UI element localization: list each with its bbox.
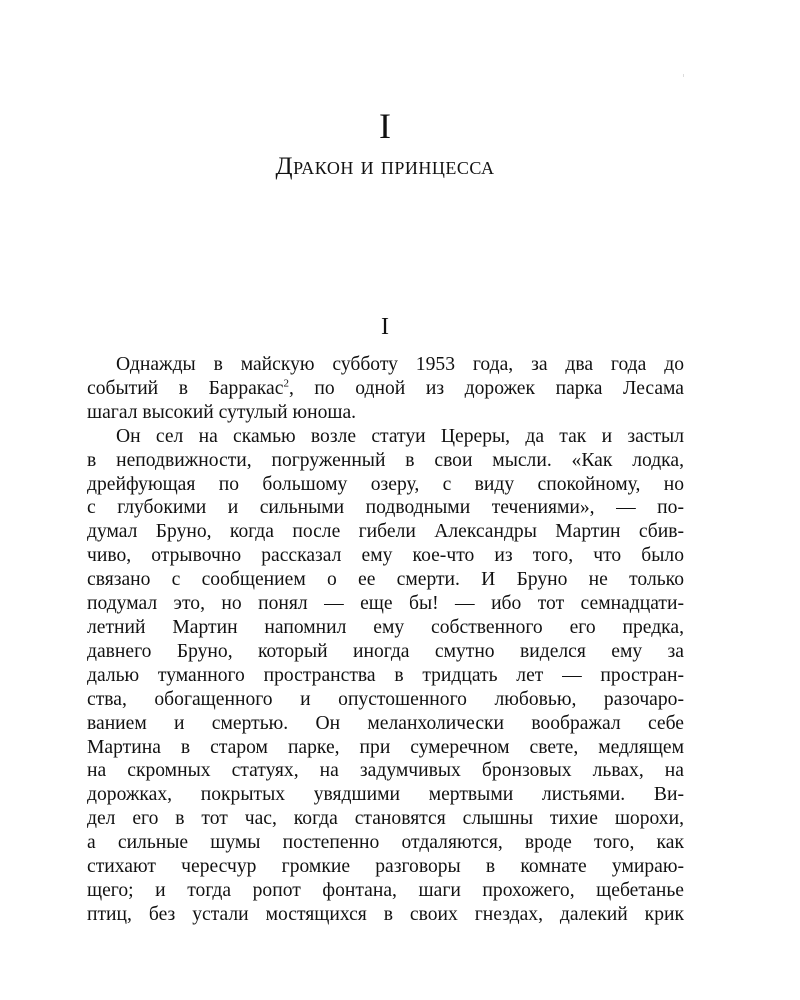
text-line: Однажды в майскую субботу 1953 года, за два года до xyxy=(116,354,684,375)
text-line: а сильные шумы постепенно отдаляются, вроде того, как xyxy=(87,832,684,854)
text-line: на скромных статуях, на задумчивых бронзовых львах, на xyxy=(87,760,684,782)
text-line: стихают чересчур громкие разговоры в комнате умираю- xyxy=(87,856,684,878)
text-line: далью туманного пространства в тридцать лет — простран- xyxy=(87,664,684,686)
text-line: чиво, отрывочно рассказал ему кое-что из того, что было xyxy=(87,545,684,567)
footnote-reference[interactable]: 2 xyxy=(283,377,289,390)
text-line: с глубокими и сильными подводными течениями», — по- xyxy=(87,497,684,519)
text-segment: , по одной из дорожек парка Лесама xyxy=(288,377,684,399)
text-line: думал Бруно, когда после гибели Александры Мартин сбив- xyxy=(87,521,684,543)
text-line: дрейфующая по большому озеру, с виду спокойному, но xyxy=(87,473,684,495)
text-line: подумал это, но понял — еще бы! — ибо тот семнадцати- xyxy=(87,593,684,615)
text-line: в неподвижности, погруженный в свои мысли. «Как лодка, xyxy=(87,449,684,471)
paragraph xyxy=(87,425,684,927)
text-line: ства, обогащенного и опустошенного любовью, разочаро- xyxy=(87,688,684,710)
paragraph xyxy=(87,353,684,425)
text-line: дел его в тот час, когда становятся слышны тихие шорохи, xyxy=(87,808,684,830)
chapter-body xyxy=(87,353,684,927)
text-line: ванием и смертью. Он меланхолически воображал себе xyxy=(87,712,684,734)
text-line: Он сел на скамью возле статуи Цереры, да так и застыл xyxy=(116,425,684,447)
text-line: щего; и тогда ропот фонтана, шаги прохожего, щебетанье xyxy=(87,879,684,901)
part-title: Дракон и принцесса xyxy=(275,153,495,180)
text-line xyxy=(87,377,684,401)
text-line: давнего Бруно, который иногда смутно виделся ему за xyxy=(87,640,684,662)
page-corner-mark xyxy=(683,74,684,77)
text-line: дорожках, покрытых увядшими мертвыми листьями. Ви- xyxy=(87,784,684,806)
text-line: шагал высокий сутулый юноша. xyxy=(87,401,357,423)
text-segment: событий в Барракас xyxy=(87,377,284,399)
chapter-numeral: I xyxy=(381,314,389,340)
text-line: птиц, без устали мостящихся в своих гнездах, далекий крик xyxy=(87,903,684,925)
text-line: связано с сообщением о ее смерти. И Бруно не только xyxy=(87,569,684,591)
part-numeral: I xyxy=(379,106,391,146)
text-line: Мартина в старом парке, при сумеречном свете, медлящем xyxy=(87,736,684,758)
text-line: летний Мартин напомнил ему собственного его предка, xyxy=(87,616,684,638)
